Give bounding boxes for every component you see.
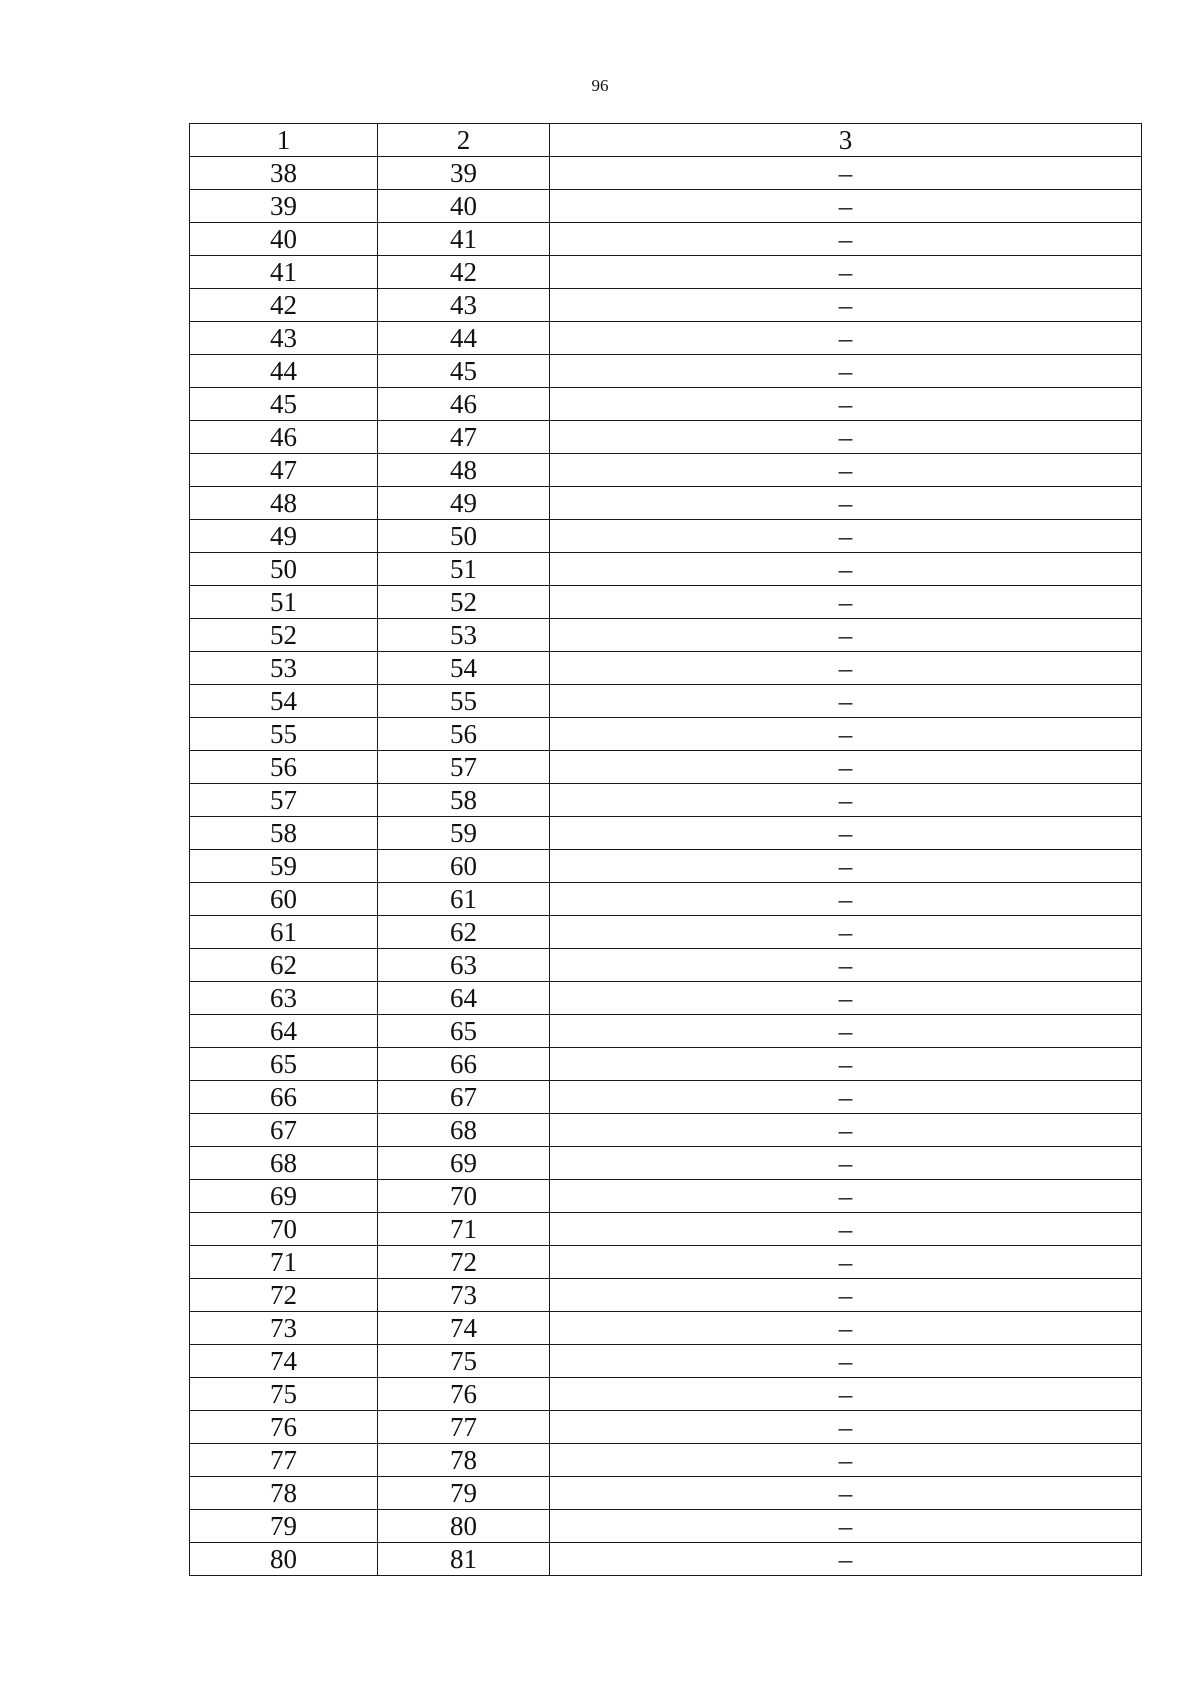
table-cell: 59	[378, 817, 550, 850]
table-row	[190, 1345, 1142, 1378]
table-cell: 47	[190, 454, 378, 487]
table-cell: –	[550, 1279, 1142, 1312]
table-row	[190, 586, 1142, 619]
table-cell: 52	[190, 619, 378, 652]
table-row	[190, 1411, 1142, 1444]
table-cell: 40	[378, 190, 550, 223]
table-cell: –	[550, 1213, 1142, 1246]
table-cell: 63	[190, 982, 378, 1015]
table-row	[190, 982, 1142, 1015]
table-cell: –	[550, 652, 1142, 685]
table-row	[190, 1048, 1142, 1081]
table-row	[190, 883, 1142, 916]
table-row	[190, 322, 1142, 355]
table-cell: 65	[190, 1048, 378, 1081]
table-cell: 42	[378, 256, 550, 289]
table-cell: –	[550, 1180, 1142, 1213]
table-cell: –	[550, 619, 1142, 652]
table-cell: 71	[190, 1246, 378, 1279]
table-cell: 78	[378, 1444, 550, 1477]
table-cell: 53	[378, 619, 550, 652]
table-cell: 62	[378, 916, 550, 949]
table-cell: –	[550, 1312, 1142, 1345]
table-row	[190, 817, 1142, 850]
table-cell: 39	[378, 157, 550, 190]
table-row	[190, 1477, 1142, 1510]
table-row	[190, 784, 1142, 817]
table-cell: 48	[378, 454, 550, 487]
table-cell: –	[550, 289, 1142, 322]
table-cell: 61	[190, 916, 378, 949]
table-row	[190, 619, 1142, 652]
table-cell: –	[550, 388, 1142, 421]
table-cell: –	[550, 1147, 1142, 1180]
table-cell: 79	[378, 1477, 550, 1510]
table-cell: –	[550, 883, 1142, 916]
table-cell: 44	[190, 355, 378, 388]
table-cell: 46	[378, 388, 550, 421]
table-row	[190, 1213, 1142, 1246]
table-cell: –	[550, 553, 1142, 586]
table-cell: 44	[378, 322, 550, 355]
table-cell: –	[550, 685, 1142, 718]
table-cell: 51	[190, 586, 378, 619]
table-row	[190, 454, 1142, 487]
table-cell: 59	[190, 850, 378, 883]
table-cell: 52	[378, 586, 550, 619]
table-row	[190, 850, 1142, 883]
table-row	[190, 1312, 1142, 1345]
table-row	[190, 223, 1142, 256]
table-row	[190, 256, 1142, 289]
table-cell: 70	[378, 1180, 550, 1213]
table-row	[190, 685, 1142, 718]
table-cell: 80	[378, 1510, 550, 1543]
table-cell: 73	[190, 1312, 378, 1345]
table-cell: 47	[378, 421, 550, 454]
table-row	[190, 421, 1142, 454]
table-cell: –	[550, 454, 1142, 487]
table-cell: 49	[190, 520, 378, 553]
table-cell: 55	[190, 718, 378, 751]
table-cell: 70	[190, 1213, 378, 1246]
table-row	[190, 718, 1142, 751]
column-header: 2	[378, 124, 550, 157]
table-cell: –	[550, 1114, 1142, 1147]
table-cell: 43	[378, 289, 550, 322]
table-header-row	[190, 124, 1142, 157]
table-cell: –	[550, 190, 1142, 223]
table-cell: 64	[378, 982, 550, 1015]
table-cell: 43	[190, 322, 378, 355]
table-cell: 38	[190, 157, 378, 190]
table-cell: 56	[190, 751, 378, 784]
table-cell: –	[550, 256, 1142, 289]
table-cell: –	[550, 916, 1142, 949]
table-row	[190, 1444, 1142, 1477]
table-cell: 50	[190, 553, 378, 586]
table-cell: 45	[378, 355, 550, 388]
table-cell: 76	[378, 1378, 550, 1411]
table-cell: 60	[378, 850, 550, 883]
table-row	[190, 1081, 1142, 1114]
table-cell: –	[550, 982, 1142, 1015]
table-cell: 65	[378, 1015, 550, 1048]
table-cell: 73	[378, 1279, 550, 1312]
table-row	[190, 1543, 1142, 1576]
table-cell: 74	[190, 1345, 378, 1378]
table-cell: –	[550, 718, 1142, 751]
table-cell: 64	[190, 1015, 378, 1048]
table-cell: –	[550, 322, 1142, 355]
table-cell: –	[550, 1048, 1142, 1081]
table-cell: –	[550, 223, 1142, 256]
table-cell: 48	[190, 487, 378, 520]
table-row	[190, 157, 1142, 190]
table-cell: 54	[378, 652, 550, 685]
table-cell: –	[550, 520, 1142, 553]
table-cell: –	[550, 817, 1142, 850]
table-cell: 54	[190, 685, 378, 718]
table-cell: 75	[378, 1345, 550, 1378]
table-cell: 41	[190, 256, 378, 289]
table-row	[190, 520, 1142, 553]
table-cell: 77	[190, 1444, 378, 1477]
table-cell: –	[550, 1477, 1142, 1510]
table-cell: 76	[190, 1411, 378, 1444]
table-cell: 57	[378, 751, 550, 784]
table-cell: –	[550, 1543, 1142, 1576]
table-cell: –	[550, 1246, 1142, 1279]
table-cell: 79	[190, 1510, 378, 1543]
table-cell: –	[550, 1411, 1142, 1444]
table-cell: 60	[190, 883, 378, 916]
table-row	[190, 1378, 1142, 1411]
table-cell: –	[550, 1444, 1142, 1477]
table-cell: 62	[190, 949, 378, 982]
table-row	[190, 1015, 1142, 1048]
data-table	[189, 123, 1142, 1576]
table-row	[190, 949, 1142, 982]
table-cell: 41	[378, 223, 550, 256]
table-cell: 71	[378, 1213, 550, 1246]
table-cell: –	[550, 850, 1142, 883]
table-cell: –	[550, 1345, 1142, 1378]
table-cell: 74	[378, 1312, 550, 1345]
table-row	[190, 487, 1142, 520]
table-cell: 42	[190, 289, 378, 322]
table-cell: –	[550, 487, 1142, 520]
table-cell: 67	[378, 1081, 550, 1114]
table-row	[190, 751, 1142, 784]
table-cell: 40	[190, 223, 378, 256]
table-cell: 50	[378, 520, 550, 553]
table-cell: 46	[190, 421, 378, 454]
table-cell: –	[550, 586, 1142, 619]
column-header: 1	[190, 124, 378, 157]
table-cell: 58	[378, 784, 550, 817]
table-cell: –	[550, 421, 1142, 454]
table-cell: 69	[378, 1147, 550, 1180]
table-cell: 39	[190, 190, 378, 223]
table-cell: 66	[190, 1081, 378, 1114]
table-row	[190, 553, 1142, 586]
table-row	[190, 1246, 1142, 1279]
table-cell: 78	[190, 1477, 378, 1510]
table-cell: –	[550, 751, 1142, 784]
table-cell: –	[550, 157, 1142, 190]
table-cell: 75	[190, 1378, 378, 1411]
table-cell: 68	[190, 1147, 378, 1180]
table-cell: 57	[190, 784, 378, 817]
table-cell: 69	[190, 1180, 378, 1213]
page-number: 96	[591, 76, 609, 95]
table-row	[190, 1279, 1142, 1312]
table-cell: 55	[378, 685, 550, 718]
table-cell: 72	[378, 1246, 550, 1279]
table-cell: 61	[378, 883, 550, 916]
table-cell: 58	[190, 817, 378, 850]
table-cell: 68	[378, 1114, 550, 1147]
table-cell: –	[550, 1081, 1142, 1114]
table-row	[190, 916, 1142, 949]
table-cell: 66	[378, 1048, 550, 1081]
table-cell: 80	[190, 1543, 378, 1576]
table-cell: 53	[190, 652, 378, 685]
table-row	[190, 1114, 1142, 1147]
table-row	[190, 1147, 1142, 1180]
table-body	[190, 157, 1142, 1576]
table-cell: 63	[378, 949, 550, 982]
table-cell: 56	[378, 718, 550, 751]
table-row	[190, 652, 1142, 685]
table-cell: 51	[378, 553, 550, 586]
table-cell: –	[550, 949, 1142, 982]
table-row	[190, 1180, 1142, 1213]
column-header: 3	[550, 124, 1142, 157]
table-cell: 72	[190, 1279, 378, 1312]
table-cell: 67	[190, 1114, 378, 1147]
table-cell: 81	[378, 1543, 550, 1576]
table-row	[190, 1510, 1142, 1543]
table-cell: 45	[190, 388, 378, 421]
table-cell: –	[550, 1378, 1142, 1411]
table-cell: 49	[378, 487, 550, 520]
table-row	[190, 190, 1142, 223]
table-cell: –	[550, 1510, 1142, 1543]
table-cell: –	[550, 1015, 1142, 1048]
table-cell: 77	[378, 1411, 550, 1444]
table-cell: –	[550, 784, 1142, 817]
table-row	[190, 355, 1142, 388]
table-row	[190, 289, 1142, 322]
table-row	[190, 388, 1142, 421]
table-cell: –	[550, 355, 1142, 388]
